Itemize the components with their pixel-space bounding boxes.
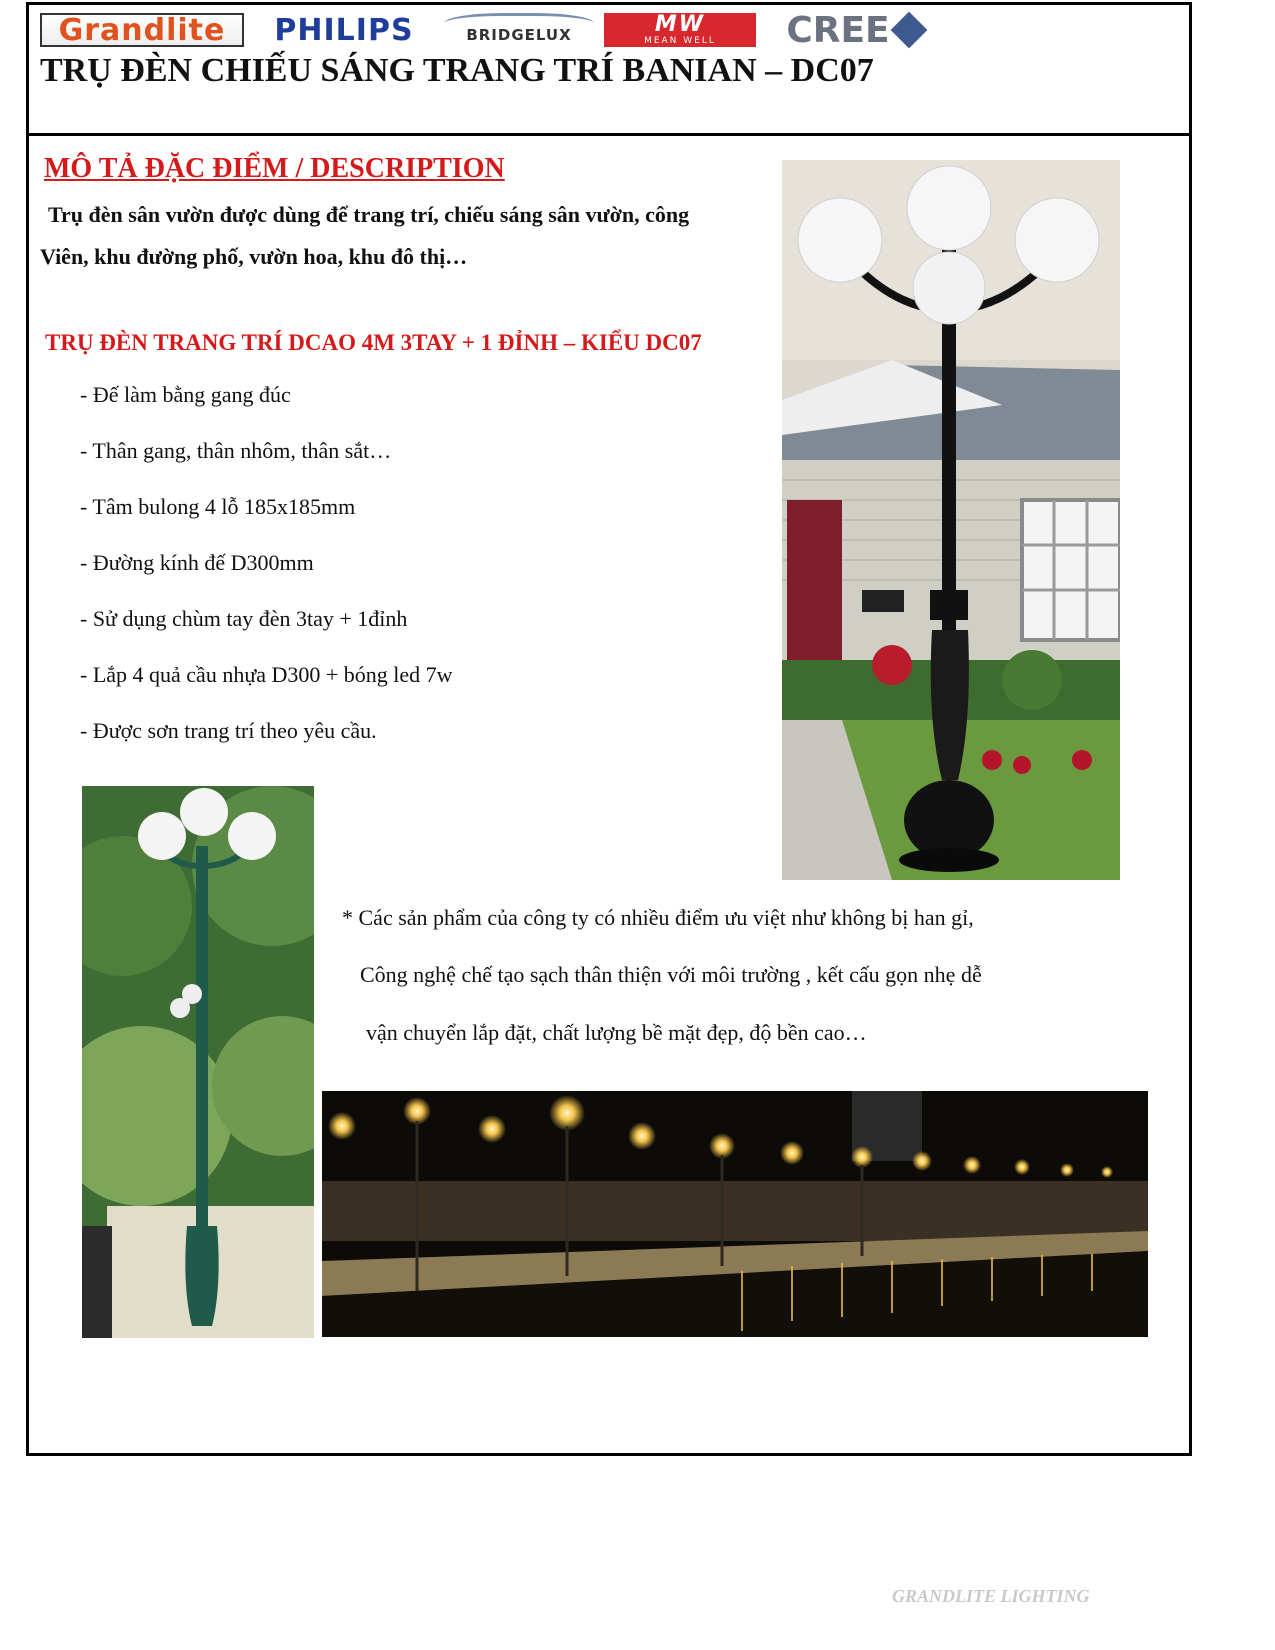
product-heading: TRỤ ĐÈN TRANG TRÍ DCAO 4M 3TAY + 1 ĐỈNH – KIỂU DC07 (45, 330, 702, 355)
meanwell-logo-text: MEAN WELL (644, 36, 716, 46)
header-divider (26, 133, 1192, 136)
spec-item: - Sử dụng chùm tay đèn 3tay + 1đỉnh (80, 606, 408, 631)
cree-logo (766, 9, 942, 51)
footer-watermark: GRANDLITE LIGHTING (892, 1586, 1090, 1606)
spec-item: - Tâm bulong 4 lỗ 185x185mm (80, 494, 356, 519)
page-title: TRỤ ĐÈN CHIẾU SÁNG TRANG TRÍ BANIAN – DC07 (40, 52, 874, 89)
meanwell-logo-mark: MW (654, 12, 706, 37)
spec-item: - Đế làm bằng gang đúc (80, 382, 291, 407)
brand-logo-bar (40, 10, 942, 50)
description-heading: MÔ TẢ ĐẶC ĐIỂM / DESCRIPTION (44, 153, 505, 184)
cree-diamond-icon (890, 12, 927, 49)
spec-item: - Được sơn trang trí theo yêu cầu. (80, 718, 377, 743)
installed-pole-photo (82, 786, 314, 1338)
night-street-photo (322, 1091, 1148, 1337)
meanwell-logo (604, 13, 756, 47)
grandlite-logo: Grandlite (40, 13, 244, 47)
spec-item: - Đường kính đế D300mm (80, 550, 314, 575)
note-line-2: Công nghệ chế tạo sạch thân thiện với môi trường , kết cấu gọn nhẹ dễ (360, 962, 982, 987)
intro-line-2: Viên, khu đường phố, vườn hoa, khu đô thị… (40, 244, 468, 269)
note-line-1: * Các sản phẩm của công ty có nhiều điểm ưu việt như không bị han gỉ, (342, 905, 974, 930)
spec-list (80, 383, 453, 775)
spec-item: - Lắp 4 quả cầu nhựa D300 + bóng led 7w (80, 662, 453, 687)
philips-logo: PHILIPS (274, 12, 414, 48)
product-photo-main (782, 160, 1120, 880)
spec-item: - Thân gang, thân nhôm, thân sắt… (80, 438, 392, 463)
note-line-3: vận chuyển lắp đặt, chất lượng bề mặt đẹp, độ bền cao… (366, 1020, 867, 1045)
bridgelux-logo: BRIDGELUX (444, 13, 594, 47)
cree-logo-text: CREE (786, 9, 890, 51)
intro-line-1: Trụ đèn sân vườn được dùng để trang trí, chiếu sáng sân vườn, công (48, 202, 690, 227)
